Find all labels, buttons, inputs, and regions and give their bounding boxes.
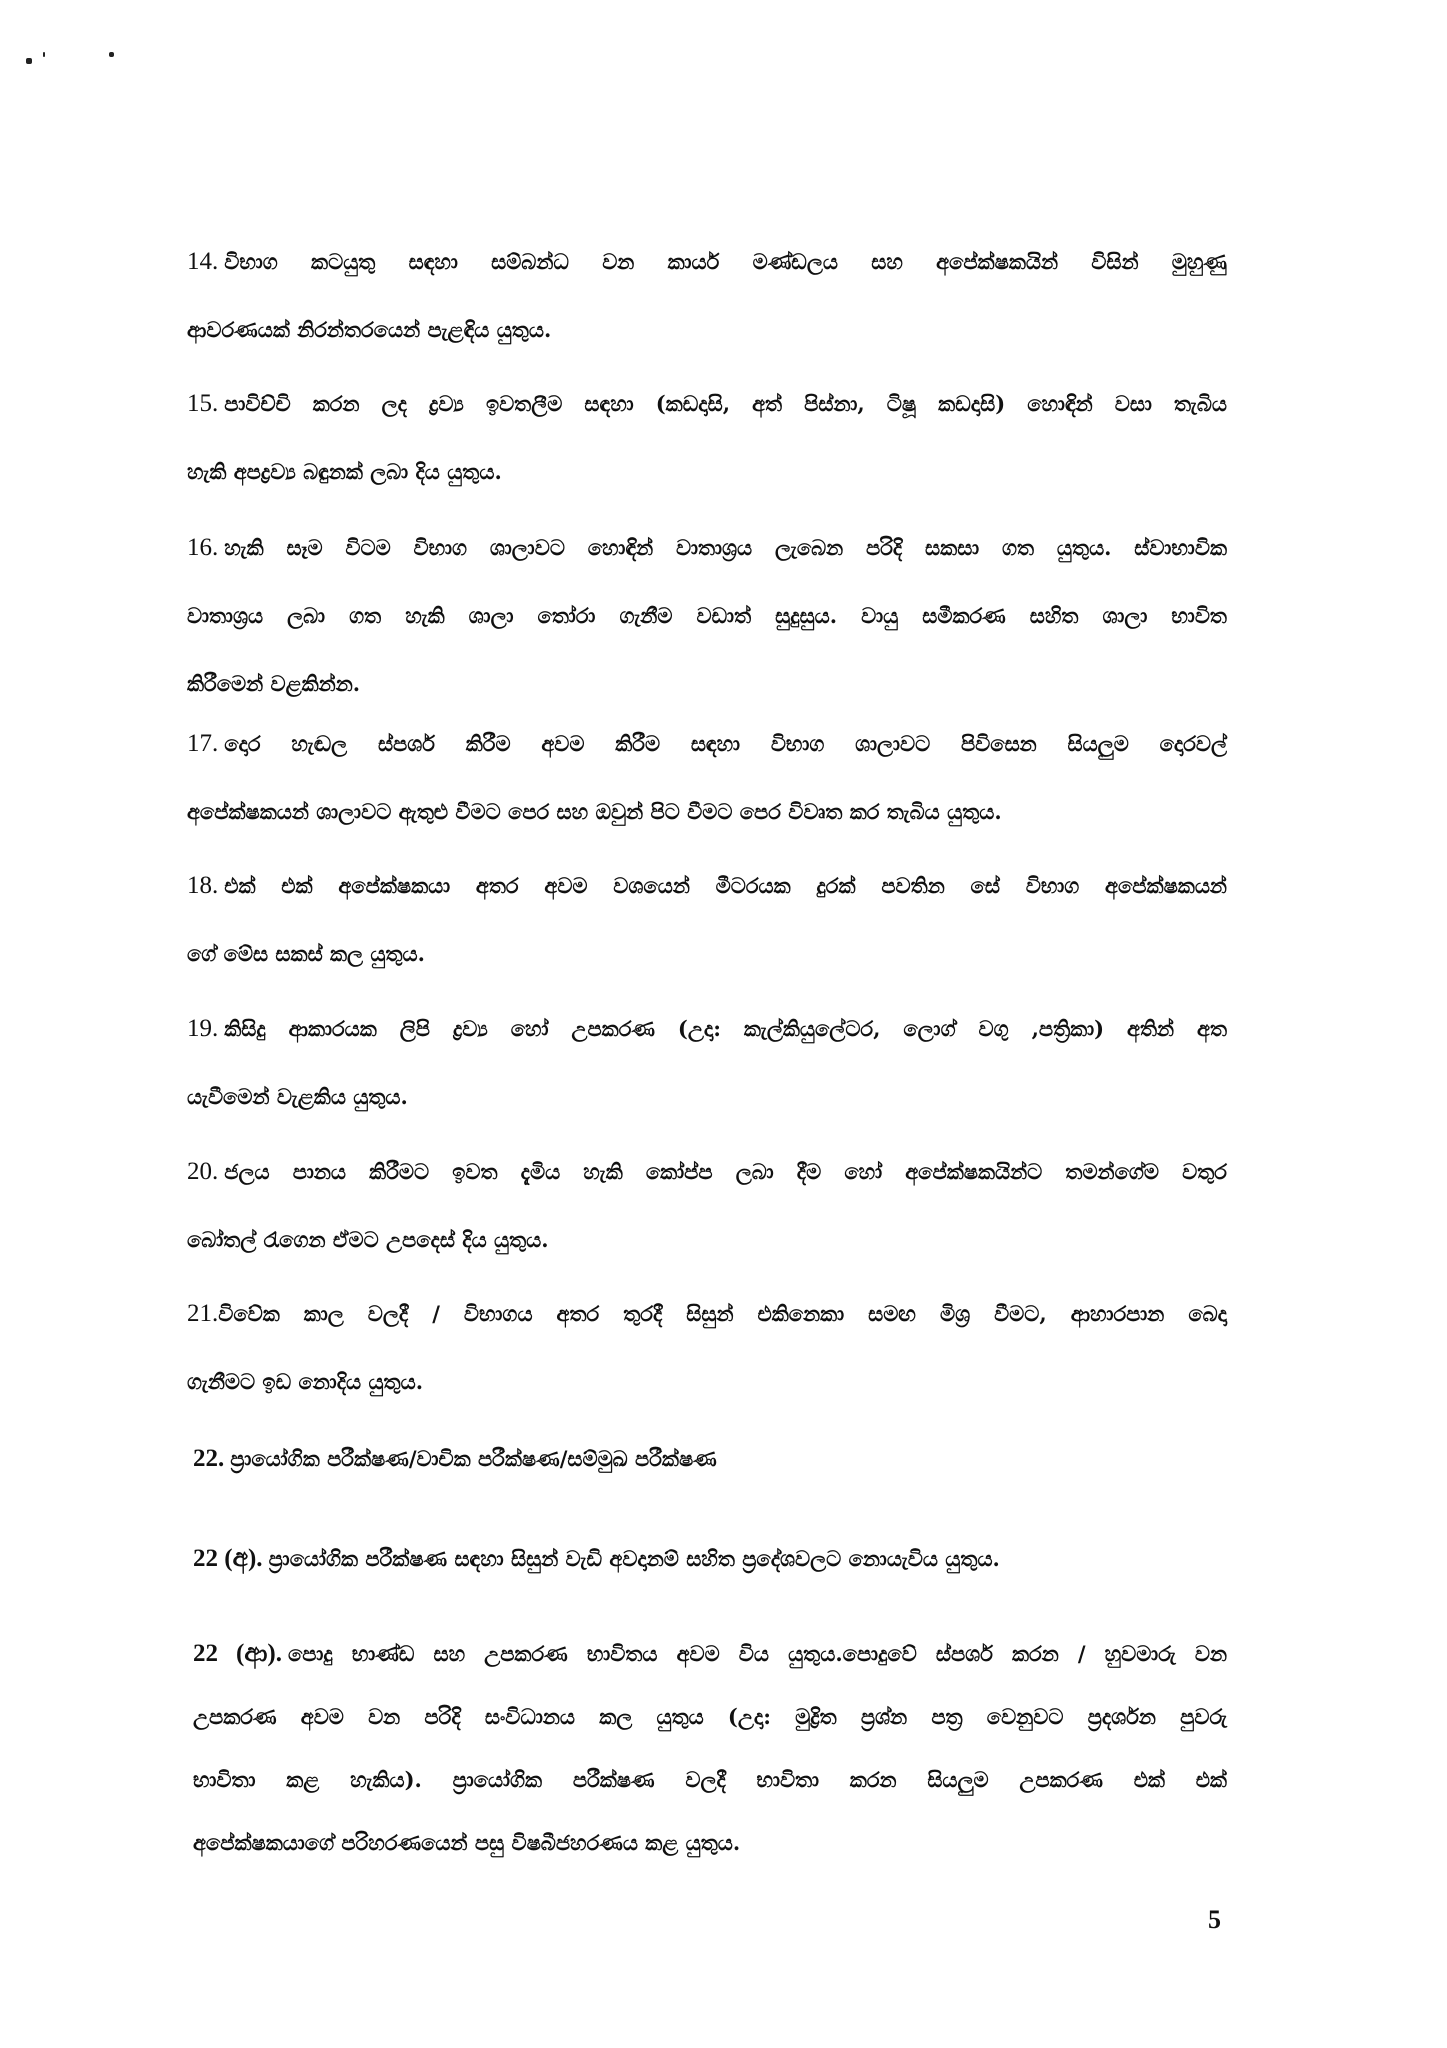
- list-item-17: [187, 720, 1227, 836]
- item-line: 22 (ආ). පොදු භාණ්ඩ සහ උපකරණ භාවිතය අවම විය යුතුය.පොදුවේ ස්පර්ශ කරන / හුවමාරු වන: [193, 1640, 1228, 1667]
- item-number: 22 (අ).: [193, 1545, 263, 1572]
- item-line: 20. ජලය පානය කිරීමට ඉවත දැමිය හැකි කෝප්ප ලබා දීම හෝ අපේක්ෂකයින්ට තමන්ගේම වතුර: [187, 1158, 1227, 1185]
- item-line: හැකි අපද්‍රව්‍ය බඳුනක් ලබා දිය යුතුය.: [187, 459, 502, 484]
- item-number: 20.: [187, 1158, 219, 1185]
- item-line: 19. කිසිදු ආකාරයක ලිපි ද්‍රව්‍ය හෝ උපකරණ (උදා: කැල්කියුලේටර, ලොග් වගු ,පත්‍රිකා) අතින් අත: [187, 1015, 1227, 1042]
- item-number: 16.: [187, 534, 219, 561]
- item-line: 22 (අ). ප්‍රායෝගික පරීක්ෂණ සඳහා සිසුන් වැඩි අවදානම් සහිත ප්‍රදේශවලට නොයැවිය යුතුය.: [193, 1545, 1000, 1572]
- item-line: භාවිතා කළ හැකිය). ප්‍රායෝගික පරීක්ෂණ වලදී භාවිතා කරන සියලුම උපකරණ එක් එක්: [193, 1767, 1227, 1792]
- scan-speck: [109, 52, 114, 57]
- scan-speck: [26, 58, 32, 64]
- list-item-14: [187, 238, 1227, 354]
- list-item-20: [187, 1148, 1227, 1264]
- item-number: 22.: [193, 1445, 225, 1472]
- item-line: 16. හැකි සෑම විටම විභාග ශාලාවට හොඳින් වාතාශ්‍රය ලැබෙන පරිදි සකසා ගත යුතුය. ස්වාභාවික: [187, 534, 1227, 561]
- item-line: යැවීමෙන් වැළකිය යුතුය.: [187, 1084, 408, 1109]
- page-number: 5: [1208, 1905, 1221, 1934]
- item-number: 14.: [187, 248, 219, 275]
- list-item-19: [187, 1005, 1227, 1121]
- item-line: 15. පාවිච්චි කරන ලද ද්‍රව්‍ය ඉවතලීම සඳහා (කඩදාසි, අත් පිස්නා, ටිෂූ කඩදාසි) හොඳින් වසා තැබිය: [187, 390, 1227, 417]
- item-number: 21.: [187, 1300, 219, 1327]
- list-item-18: [187, 862, 1227, 978]
- item-line: ගේ මේස සකස් කල යුතුය.: [187, 941, 425, 966]
- item-line: 21.විවේක කාල වලදී / විභාගය අතර තුරදී සිසුන් එකිනෙකා සමඟ මිශ්‍ර වීමට, ආහාරපාන බෙදා: [187, 1300, 1227, 1327]
- item-number: 18.: [187, 872, 219, 899]
- list-item-22-heading: [193, 1435, 1233, 1483]
- item-number: 17.: [187, 730, 219, 757]
- item-line: ගැනීමට ඉඩ නොදිය යුතුය.: [187, 1369, 424, 1394]
- item-line: ආවරණයක් නිරන්තරයෙන් පැළඳිය යුතුය.: [187, 317, 552, 342]
- item-line: බෝතල් රැගෙන ඒමට උපදෙස් දිය යුතුය.: [187, 1227, 549, 1252]
- item-line: 17. දොර හැඬල ස්පර්ශ කිරීම අවම කිරීම සඳහා විභාග ශාලාවට පිවිසෙන සියලුම දොරවල්: [187, 730, 1227, 757]
- item-line: 18. එක් එක් අපේක්ෂකයා අතර අවම වශයෙන් මීටරයක දුරක් පවතින සේ විභාග අපේක්ෂකයන්: [187, 872, 1227, 899]
- item-line: වාතාශ්‍රය ලබා ගත හැකි ශාලා තෝරා ගැනීම වඩාත් සුදුසුය. වායු සමීකරණ සහිත ශාලා භාවිත: [187, 603, 1227, 628]
- list-item-21: [187, 1290, 1227, 1406]
- item-number: 22 (ආ).: [193, 1640, 282, 1667]
- list-item-22aa: [193, 1630, 1227, 1867]
- item-number: 19.: [187, 1015, 219, 1042]
- list-item-15: [187, 380, 1227, 496]
- scan-speck: [43, 52, 45, 57]
- item-line: 14. විභාග කටයුතු සඳහා සම්බන්ධ වන කාර්ය මණ්ඩලය සහ අපේක්ෂකයින් විසින් මුහුණු: [187, 248, 1227, 275]
- item-line: 22. ප්‍රායෝගික පරීක්ෂණ/වාචික පරීක්ෂණ/සම්මුඛ පරීක්ෂණ: [193, 1445, 717, 1472]
- list-item-22a: [193, 1535, 1233, 1583]
- item-line: කිරීමෙන් වළකින්න.: [187, 671, 361, 696]
- item-line: උපකරණ අවම වන පරිදි සංවිධානය කල යුතුය (උදා: මුද්‍රිත ප්‍රශ්න පත්‍ර වෙනුවට ප්‍රදර්ශන පුවරු: [193, 1704, 1227, 1729]
- item-line: අපේක්ෂකයාගේ පරිහරණයෙන් පසු විෂබීජහරණය කළ යුතුය.: [193, 1830, 741, 1855]
- list-item-16: [187, 524, 1227, 708]
- item-number: 15.: [187, 390, 219, 417]
- item-line: අපේක්ෂකයන් ශාලාවට ඇතුළු වීමට පෙර සහ ඔවුන් පිට වීමට පෙර විවෘත කර තැබිය යුතුය.: [187, 799, 1002, 824]
